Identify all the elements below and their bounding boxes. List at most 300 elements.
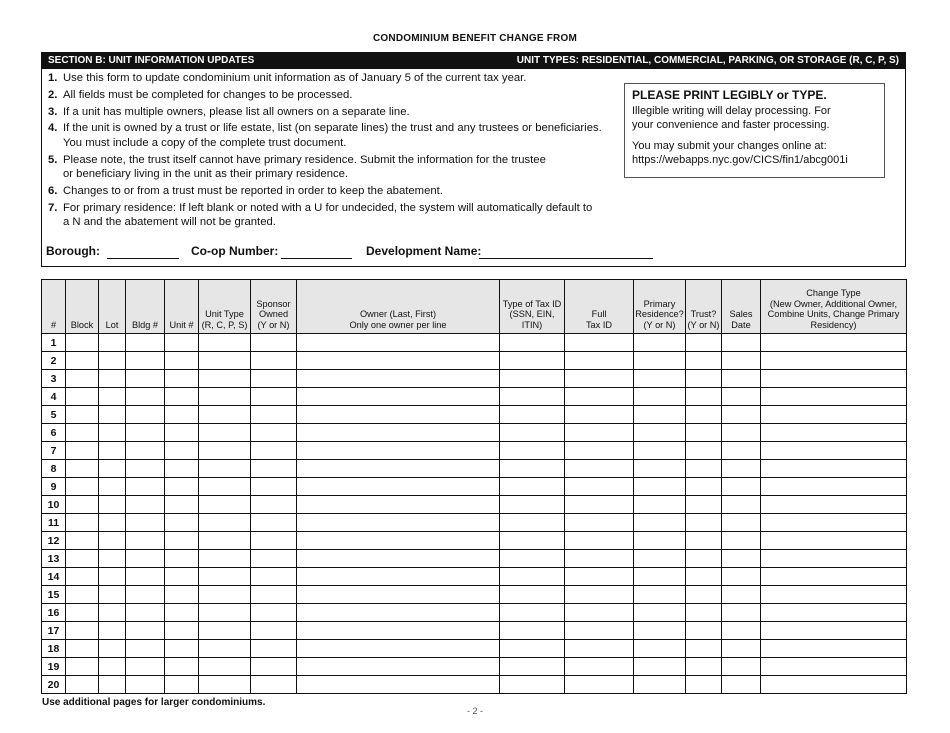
table-cell[interactable] bbox=[565, 658, 634, 676]
table-cell[interactable] bbox=[165, 370, 199, 388]
table-cell[interactable] bbox=[126, 640, 165, 658]
column-header-text: Full bbox=[591, 309, 607, 319]
table-cell[interactable] bbox=[500, 370, 565, 388]
table-cell[interactable] bbox=[500, 604, 565, 622]
table-cell[interactable] bbox=[165, 640, 199, 658]
table-cell[interactable] bbox=[126, 460, 165, 478]
table-cell[interactable] bbox=[722, 676, 761, 694]
table-cell[interactable] bbox=[251, 604, 297, 622]
table-cell[interactable] bbox=[165, 676, 199, 694]
table-cell[interactable] bbox=[66, 532, 99, 550]
table-cell[interactable] bbox=[99, 352, 126, 370]
form-title: CONDOMINIUM BENEFIT CHANGE FROM bbox=[373, 33, 577, 44]
table-cell[interactable] bbox=[500, 640, 565, 658]
table-cell[interactable] bbox=[251, 388, 297, 406]
column-header-text: (R, C, P, S) bbox=[201, 319, 248, 330]
instruction-text: If a unit has multiple owners, please list all owners on a separate line. bbox=[63, 105, 410, 118]
table-cell[interactable] bbox=[199, 658, 251, 676]
table-cell[interactable] bbox=[297, 388, 500, 406]
table-row bbox=[42, 478, 907, 496]
row-number: 11 bbox=[42, 514, 66, 532]
table-cell[interactable] bbox=[686, 496, 722, 514]
table-cell[interactable] bbox=[297, 442, 500, 460]
table-cell[interactable] bbox=[199, 640, 251, 658]
table-cell[interactable] bbox=[165, 478, 199, 496]
table-cell[interactable] bbox=[297, 514, 500, 532]
table-cell[interactable] bbox=[297, 532, 500, 550]
table-cell[interactable] bbox=[199, 352, 251, 370]
table-cell[interactable] bbox=[251, 406, 297, 424]
table-cell[interactable] bbox=[722, 622, 761, 640]
table-cell[interactable] bbox=[165, 424, 199, 442]
table-cell[interactable] bbox=[199, 604, 251, 622]
table-cell[interactable] bbox=[686, 352, 722, 370]
table-cell[interactable] bbox=[99, 622, 126, 640]
table-cell[interactable] bbox=[565, 496, 634, 514]
column-header-text: Lot bbox=[105, 319, 119, 330]
table-cell[interactable] bbox=[500, 622, 565, 640]
table-cell[interactable] bbox=[99, 532, 126, 550]
table-cell[interactable] bbox=[251, 658, 297, 676]
borough-field[interactable] bbox=[107, 258, 179, 259]
column-header bbox=[722, 280, 761, 334]
table-cell[interactable] bbox=[66, 406, 99, 424]
development-name-label: Development Name: bbox=[366, 244, 482, 258]
table-cell[interactable] bbox=[565, 622, 634, 640]
table-cell[interactable] bbox=[251, 532, 297, 550]
table-cell[interactable] bbox=[565, 406, 634, 424]
table-cell[interactable] bbox=[66, 658, 99, 676]
table-cell[interactable] bbox=[126, 334, 165, 352]
table-cell[interactable] bbox=[199, 532, 251, 550]
table-cell[interactable] bbox=[165, 406, 199, 424]
instruction-item bbox=[46, 201, 621, 230]
table-cell[interactable] bbox=[66, 424, 99, 442]
table-cell[interactable] bbox=[199, 424, 251, 442]
table-cell[interactable] bbox=[66, 496, 99, 514]
table-row bbox=[42, 424, 907, 442]
table-cell[interactable] bbox=[297, 586, 500, 604]
table-cell[interactable] bbox=[500, 352, 565, 370]
table-cell[interactable] bbox=[126, 514, 165, 532]
online-submission-link[interactable]: https://webapps.nyc.gov/CICS/fin1/abcg001i bbox=[632, 154, 848, 166]
table-cell[interactable] bbox=[634, 550, 686, 568]
table-cell[interactable] bbox=[722, 640, 761, 658]
table-cell[interactable] bbox=[634, 514, 686, 532]
table-cell[interactable] bbox=[761, 676, 907, 694]
column-header bbox=[686, 280, 722, 334]
table-cell[interactable] bbox=[686, 514, 722, 532]
table-cell[interactable] bbox=[634, 406, 686, 424]
table-cell[interactable] bbox=[297, 478, 500, 496]
table-cell[interactable] bbox=[722, 604, 761, 622]
table-cell[interactable] bbox=[251, 550, 297, 568]
table-cell[interactable] bbox=[66, 514, 99, 532]
table-cell[interactable] bbox=[634, 388, 686, 406]
table-cell[interactable] bbox=[99, 604, 126, 622]
table-cell[interactable] bbox=[297, 406, 500, 424]
table-cell[interactable] bbox=[126, 406, 165, 424]
table-cell[interactable] bbox=[165, 460, 199, 478]
table-cell[interactable] bbox=[722, 550, 761, 568]
table-cell[interactable] bbox=[199, 388, 251, 406]
table-cell[interactable] bbox=[565, 550, 634, 568]
table-cell[interactable] bbox=[99, 658, 126, 676]
table-cell[interactable] bbox=[686, 622, 722, 640]
table-cell[interactable] bbox=[500, 532, 565, 550]
table-cell[interactable] bbox=[761, 424, 907, 442]
table-cell[interactable] bbox=[66, 460, 99, 478]
table-cell[interactable] bbox=[500, 496, 565, 514]
instruction-text: or beneficiary living in the unit as their primary residence. bbox=[63, 168, 349, 181]
table-cell[interactable] bbox=[565, 352, 634, 370]
table-cell[interactable] bbox=[165, 604, 199, 622]
table-cell[interactable] bbox=[761, 586, 907, 604]
table-cell[interactable] bbox=[686, 550, 722, 568]
column-header-text: Only one owner per line bbox=[349, 319, 447, 330]
table-cell[interactable] bbox=[165, 514, 199, 532]
table-cell[interactable] bbox=[500, 586, 565, 604]
column-header-text: Primary bbox=[643, 298, 676, 309]
table-cell[interactable] bbox=[165, 496, 199, 514]
instruction-text: All fields must be completed for changes to be processed. bbox=[63, 88, 353, 101]
table-cell[interactable] bbox=[199, 586, 251, 604]
table-cell[interactable] bbox=[761, 352, 907, 370]
table-cell[interactable] bbox=[99, 334, 126, 352]
table-cell[interactable] bbox=[126, 478, 165, 496]
table-cell[interactable] bbox=[722, 496, 761, 514]
table-cell[interactable] bbox=[686, 424, 722, 442]
instruction-text: a N and the abatement will not be granted. bbox=[63, 216, 276, 229]
table-cell[interactable] bbox=[565, 442, 634, 460]
table-cell[interactable] bbox=[686, 676, 722, 694]
table-cell[interactable] bbox=[99, 568, 126, 586]
table-cell[interactable] bbox=[634, 676, 686, 694]
table-cell[interactable] bbox=[761, 604, 907, 622]
table-cell[interactable] bbox=[165, 352, 199, 370]
table-cell[interactable] bbox=[251, 424, 297, 442]
table-cell[interactable] bbox=[199, 442, 251, 460]
table-cell[interactable] bbox=[66, 352, 99, 370]
column-header-text: ITIN) bbox=[521, 319, 543, 330]
table-cell[interactable] bbox=[199, 622, 251, 640]
table-cell[interactable] bbox=[686, 406, 722, 424]
table-row bbox=[42, 388, 907, 406]
table-cell[interactable] bbox=[634, 334, 686, 352]
table-cell[interactable] bbox=[199, 676, 251, 694]
table-cell[interactable] bbox=[99, 406, 126, 424]
table-cell[interactable] bbox=[722, 352, 761, 370]
table-cell[interactable] bbox=[761, 496, 907, 514]
table-cell[interactable] bbox=[126, 622, 165, 640]
table-cell[interactable] bbox=[634, 370, 686, 388]
column-header bbox=[500, 280, 565, 334]
table-cell[interactable] bbox=[686, 334, 722, 352]
table-cell[interactable] bbox=[199, 460, 251, 478]
table-cell[interactable] bbox=[126, 388, 165, 406]
column-header-text: Owner (Last, First) bbox=[359, 309, 437, 319]
table-cell[interactable] bbox=[722, 442, 761, 460]
table-cell[interactable] bbox=[500, 442, 565, 460]
table-cell[interactable] bbox=[199, 370, 251, 388]
table-cell[interactable] bbox=[99, 478, 126, 496]
table-cell[interactable] bbox=[126, 442, 165, 460]
table-cell[interactable] bbox=[761, 532, 907, 550]
table-cell[interactable] bbox=[251, 496, 297, 514]
table-cell[interactable] bbox=[722, 478, 761, 496]
table-cell[interactable] bbox=[126, 586, 165, 604]
table-cell[interactable] bbox=[686, 586, 722, 604]
coop-number-label: Co-op Number: bbox=[191, 244, 279, 258]
table-cell[interactable] bbox=[66, 676, 99, 694]
table-cell[interactable] bbox=[722, 370, 761, 388]
table-cell[interactable] bbox=[565, 370, 634, 388]
coop-number-field[interactable] bbox=[281, 258, 352, 259]
table-cell[interactable] bbox=[722, 658, 761, 676]
table-cell[interactable] bbox=[565, 676, 634, 694]
table-cell[interactable] bbox=[565, 568, 634, 586]
row-number: 3 bbox=[42, 370, 66, 388]
column-header-text: Tax ID bbox=[585, 319, 613, 330]
column-header-text: Type of Tax ID bbox=[502, 298, 562, 309]
table-cell[interactable] bbox=[500, 406, 565, 424]
table-row bbox=[42, 676, 907, 694]
table-cell[interactable] bbox=[165, 334, 199, 352]
table-cell[interactable] bbox=[686, 568, 722, 586]
table-cell[interactable] bbox=[634, 640, 686, 658]
table-cell[interactable] bbox=[199, 550, 251, 568]
table-cell[interactable] bbox=[761, 568, 907, 586]
table-cell[interactable] bbox=[500, 676, 565, 694]
table-cell[interactable] bbox=[686, 640, 722, 658]
table-cell[interactable] bbox=[297, 352, 500, 370]
table-cell[interactable] bbox=[297, 550, 500, 568]
table-cell[interactable] bbox=[565, 604, 634, 622]
table-cell[interactable] bbox=[126, 532, 165, 550]
table-cell[interactable] bbox=[99, 388, 126, 406]
table-cell[interactable] bbox=[297, 460, 500, 478]
table-cell[interactable] bbox=[565, 388, 634, 406]
table-cell[interactable] bbox=[500, 550, 565, 568]
table-cell[interactable] bbox=[199, 406, 251, 424]
table-cell[interactable] bbox=[686, 460, 722, 478]
table-cell[interactable] bbox=[99, 370, 126, 388]
table-cell[interactable] bbox=[297, 568, 500, 586]
table-cell[interactable] bbox=[722, 586, 761, 604]
table-cell[interactable] bbox=[199, 568, 251, 586]
table-cell[interactable] bbox=[165, 568, 199, 586]
table-cell[interactable] bbox=[565, 424, 634, 442]
table-cell[interactable] bbox=[165, 388, 199, 406]
table-cell[interactable] bbox=[761, 460, 907, 478]
row-number: 15 bbox=[42, 586, 66, 604]
table-cell[interactable] bbox=[634, 622, 686, 640]
table-cell[interactable] bbox=[66, 388, 99, 406]
table-cell[interactable] bbox=[500, 514, 565, 532]
column-header-text: # bbox=[50, 319, 57, 330]
table-cell[interactable] bbox=[565, 334, 634, 352]
table-cell[interactable] bbox=[500, 424, 565, 442]
table-cell[interactable] bbox=[126, 676, 165, 694]
table-cell[interactable] bbox=[686, 604, 722, 622]
table-cell[interactable] bbox=[500, 478, 565, 496]
table-cell[interactable] bbox=[66, 442, 99, 460]
table-cell[interactable] bbox=[165, 658, 199, 676]
table-cell[interactable] bbox=[297, 334, 500, 352]
table-cell[interactable] bbox=[99, 586, 126, 604]
instruction-number: 5. bbox=[48, 153, 58, 166]
table-cell[interactable] bbox=[251, 370, 297, 388]
table-cell[interactable] bbox=[722, 568, 761, 586]
table-cell[interactable] bbox=[297, 640, 500, 658]
table-cell[interactable] bbox=[199, 496, 251, 514]
table-cell[interactable] bbox=[297, 370, 500, 388]
table-cell[interactable] bbox=[634, 478, 686, 496]
table-cell[interactable] bbox=[634, 442, 686, 460]
table-cell[interactable] bbox=[297, 622, 500, 640]
table-cell[interactable] bbox=[634, 424, 686, 442]
table-cell[interactable] bbox=[722, 532, 761, 550]
table-cell[interactable] bbox=[165, 532, 199, 550]
table-cell[interactable] bbox=[251, 478, 297, 496]
table-cell[interactable] bbox=[126, 370, 165, 388]
table-cell[interactable] bbox=[126, 568, 165, 586]
table-cell[interactable] bbox=[634, 532, 686, 550]
table-cell[interactable] bbox=[722, 424, 761, 442]
table-cell[interactable] bbox=[251, 334, 297, 352]
table-cell[interactable] bbox=[761, 406, 907, 424]
table-cell[interactable] bbox=[297, 424, 500, 442]
table-cell[interactable] bbox=[66, 478, 99, 496]
table-cell[interactable] bbox=[500, 460, 565, 478]
table-cell[interactable] bbox=[251, 676, 297, 694]
table-cell[interactable] bbox=[66, 622, 99, 640]
table-cell[interactable] bbox=[99, 640, 126, 658]
table-cell[interactable] bbox=[722, 406, 761, 424]
table-cell[interactable] bbox=[634, 460, 686, 478]
table-cell[interactable] bbox=[565, 586, 634, 604]
table-cell[interactable] bbox=[99, 550, 126, 568]
table-cell[interactable] bbox=[634, 586, 686, 604]
table-cell[interactable] bbox=[199, 334, 251, 352]
table-cell[interactable] bbox=[686, 370, 722, 388]
table-cell[interactable] bbox=[500, 388, 565, 406]
table-cell[interactable] bbox=[297, 676, 500, 694]
table-cell[interactable] bbox=[251, 640, 297, 658]
table-cell[interactable] bbox=[66, 550, 99, 568]
table-cell[interactable] bbox=[722, 334, 761, 352]
table-cell[interactable] bbox=[66, 640, 99, 658]
table-cell[interactable] bbox=[99, 460, 126, 478]
table-cell[interactable] bbox=[251, 622, 297, 640]
table-cell[interactable] bbox=[761, 622, 907, 640]
table-cell[interactable] bbox=[199, 478, 251, 496]
table-cell[interactable] bbox=[761, 370, 907, 388]
table-cell[interactable] bbox=[565, 460, 634, 478]
table-cell[interactable] bbox=[251, 586, 297, 604]
table-cell[interactable] bbox=[686, 478, 722, 496]
table-cell[interactable] bbox=[500, 658, 565, 676]
table-cell[interactable] bbox=[251, 460, 297, 478]
table-cell[interactable] bbox=[500, 334, 565, 352]
table-cell[interactable] bbox=[686, 388, 722, 406]
table-cell[interactable] bbox=[66, 568, 99, 586]
column-header-text: Residence? bbox=[635, 309, 684, 319]
table-cell[interactable] bbox=[565, 532, 634, 550]
table-cell[interactable] bbox=[722, 460, 761, 478]
development-name-field[interactable] bbox=[479, 258, 653, 259]
table-cell[interactable] bbox=[251, 352, 297, 370]
table-cell[interactable] bbox=[297, 604, 500, 622]
table-cell[interactable] bbox=[634, 352, 686, 370]
table-cell[interactable] bbox=[165, 442, 199, 460]
table-cell[interactable] bbox=[634, 604, 686, 622]
table-cell[interactable] bbox=[761, 640, 907, 658]
table-cell[interactable] bbox=[565, 478, 634, 496]
table-cell[interactable] bbox=[761, 658, 907, 676]
table-cell[interactable] bbox=[761, 478, 907, 496]
table-cell[interactable] bbox=[251, 568, 297, 586]
table-cell[interactable] bbox=[634, 568, 686, 586]
table-cell[interactable] bbox=[761, 442, 907, 460]
table-cell[interactable] bbox=[126, 550, 165, 568]
table-cell[interactable] bbox=[99, 442, 126, 460]
table-cell[interactable] bbox=[165, 550, 199, 568]
table-cell[interactable] bbox=[165, 586, 199, 604]
table-cell[interactable] bbox=[565, 640, 634, 658]
table-cell[interactable] bbox=[565, 514, 634, 532]
table-cell[interactable] bbox=[165, 622, 199, 640]
table-cell[interactable] bbox=[126, 658, 165, 676]
table-cell[interactable] bbox=[126, 424, 165, 442]
table-cell[interactable] bbox=[686, 532, 722, 550]
table-cell[interactable] bbox=[251, 514, 297, 532]
table-cell[interactable] bbox=[761, 334, 907, 352]
table-body bbox=[42, 334, 907, 694]
table-cell[interactable] bbox=[126, 352, 165, 370]
table-cell[interactable] bbox=[66, 586, 99, 604]
table-cell[interactable] bbox=[761, 388, 907, 406]
table-cell[interactable] bbox=[297, 496, 500, 514]
table-cell[interactable] bbox=[761, 550, 907, 568]
table-cell[interactable] bbox=[761, 514, 907, 532]
column-header-text: (New Owner, Additional Owner, bbox=[769, 298, 898, 309]
table-cell[interactable] bbox=[99, 676, 126, 694]
table-cell[interactable] bbox=[297, 658, 500, 676]
notice-heading: PLEASE PRINT LEGIBLY or TYPE. bbox=[632, 88, 827, 102]
table-cell[interactable] bbox=[126, 496, 165, 514]
table-cell[interactable] bbox=[634, 496, 686, 514]
table-row bbox=[42, 370, 907, 388]
column-header bbox=[66, 280, 99, 334]
table-cell[interactable] bbox=[686, 658, 722, 676]
table-cell[interactable] bbox=[500, 568, 565, 586]
table-cell[interactable] bbox=[634, 658, 686, 676]
table-cell[interactable] bbox=[66, 334, 99, 352]
table-cell[interactable] bbox=[251, 442, 297, 460]
column-header-text: (Y or N) bbox=[643, 319, 676, 330]
table-cell[interactable] bbox=[99, 514, 126, 532]
table-cell[interactable] bbox=[722, 514, 761, 532]
table-cell[interactable] bbox=[99, 424, 126, 442]
table-cell[interactable] bbox=[686, 442, 722, 460]
table-cell[interactable] bbox=[66, 370, 99, 388]
table-cell[interactable] bbox=[126, 604, 165, 622]
table-cell[interactable] bbox=[66, 604, 99, 622]
table-cell[interactable] bbox=[99, 496, 126, 514]
table-cell[interactable] bbox=[722, 388, 761, 406]
table-cell[interactable] bbox=[199, 514, 251, 532]
